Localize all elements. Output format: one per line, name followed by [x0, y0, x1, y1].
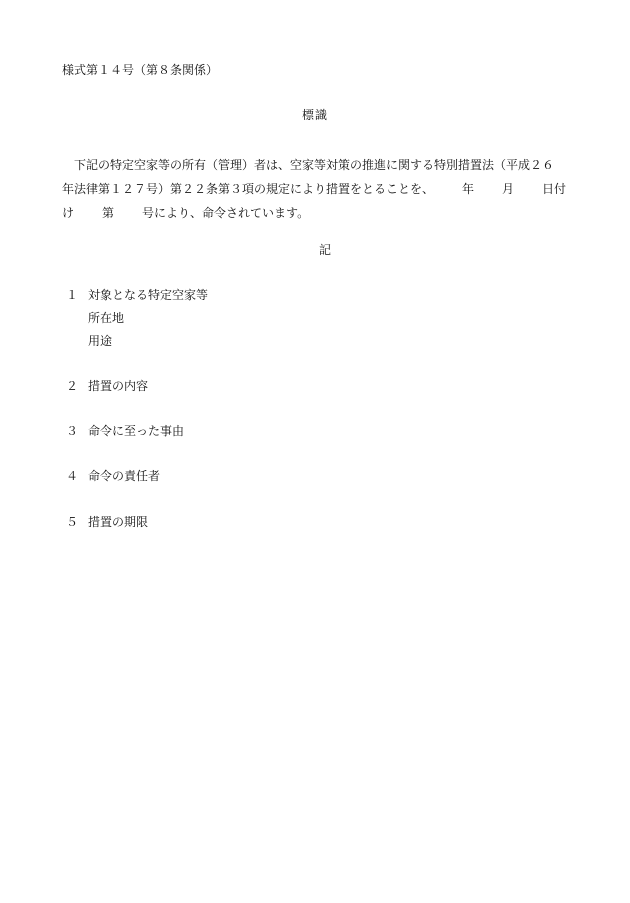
year-label: 年 — [462, 182, 475, 196]
body-line-1: 下記の特定空家等の所有（管理）者は、空家等対策の推進に関する特別措置法（平成２６ — [74, 158, 555, 172]
document-title: 標識 — [301, 108, 328, 122]
item-number: ４ — [66, 469, 79, 483]
item-1-sub-location: 所在地 — [88, 311, 125, 325]
number-dai-label: 第 — [102, 206, 115, 220]
item-number: ２ — [66, 379, 79, 393]
item-1-sub-usage: 用途 — [88, 334, 113, 348]
item-label: 措置の内容 — [88, 379, 149, 393]
item-label: 命令に至った事由 — [88, 424, 185, 438]
item-number: ３ — [66, 424, 79, 438]
body-paragraph — [62, 153, 582, 225]
tsuke-label: け — [62, 206, 75, 220]
list-item-2 — [66, 378, 148, 394]
month-label: 月 — [502, 182, 515, 196]
item-number: １ — [66, 288, 79, 302]
list-item-1 — [66, 287, 208, 303]
item-number: ５ — [66, 515, 79, 529]
item-label: 対象となる特定空家等 — [88, 288, 209, 302]
form-number: 様式第１４号（第８条関係） — [62, 63, 219, 77]
list-item-3 — [66, 423, 184, 439]
body-line-2 — [62, 177, 582, 201]
item-label: 命令の責任者 — [88, 469, 161, 483]
body-line-3-text: 号により、命令されています。 — [142, 206, 310, 220]
item-label: 措置の期限 — [88, 515, 149, 529]
day-label: 日付 — [542, 182, 567, 196]
list-item-4 — [66, 468, 160, 484]
body-line-3 — [62, 201, 582, 225]
list-item-5 — [66, 514, 148, 530]
body-line-2-text: 年法律第１２７号）第２２条第３項の規定により措置をとることを、 — [62, 182, 435, 196]
ki-heading: 記 — [318, 243, 331, 257]
